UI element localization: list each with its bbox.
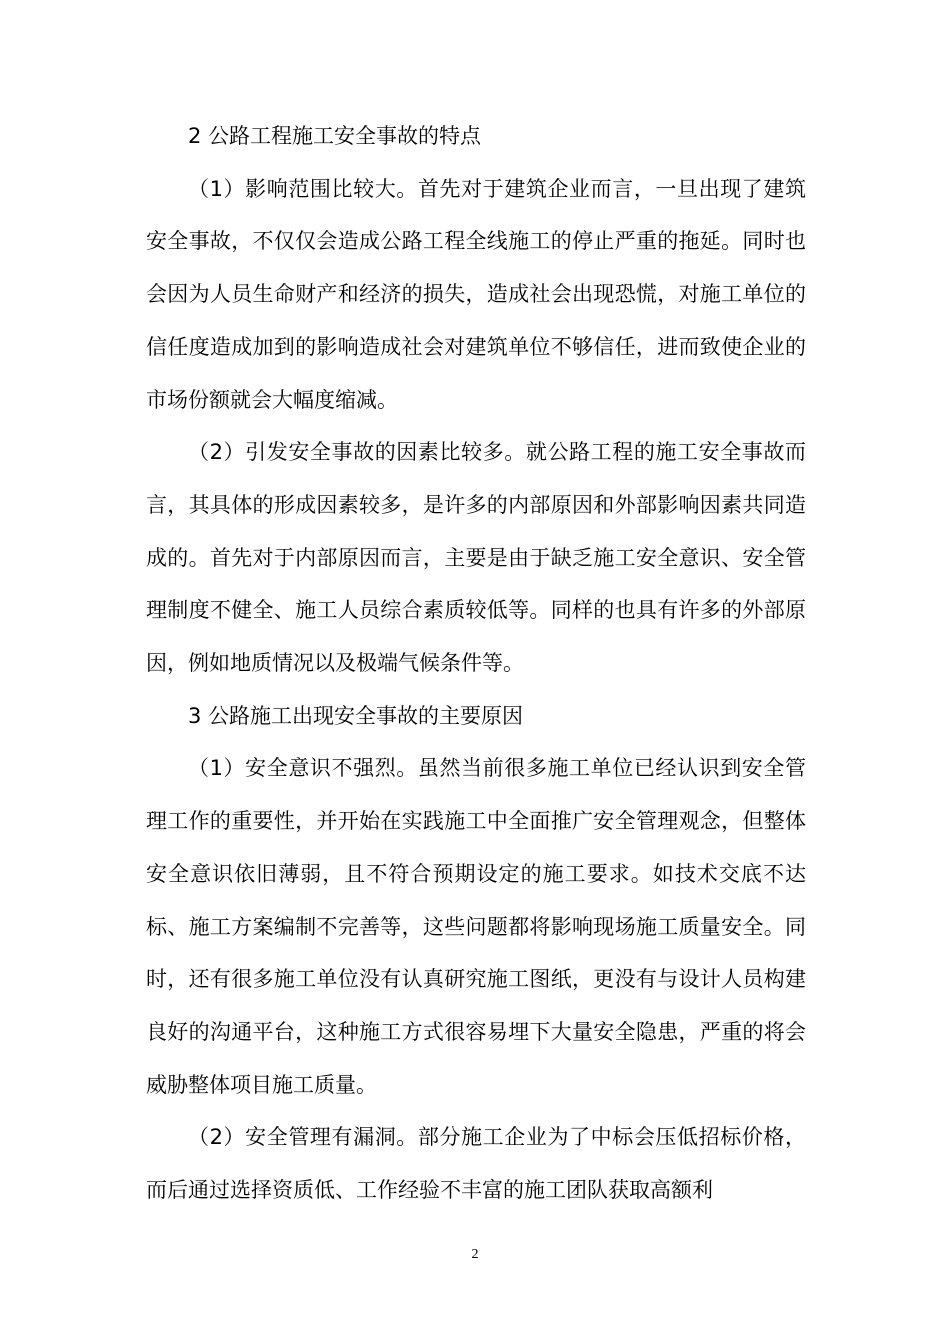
section-heading-2: 2 公路工程施工安全事故的特点	[188, 124, 482, 148]
paragraph-accident-factors: （2）引发安全事故的因素比较多。就公路工程的施工安全事故而言，其具体的形成因素较多，是许多的内部原因和外部影响因素共同造成的。首先对于内部原因而言，主要是由于缺乏施工安全意识、安全管理制度不健全、施工人员综合素质较低等。同样的也具有许多的外部原因，例如地质情况以及极端气候条件等。	[146, 440, 806, 676]
paragraph-safety-awareness: （1）安全意识不强烈。虽然当前很多施工单位已经认识到安全管理工作的重要性，并开始在实践施工中全面推广安全管理观念，但整体安全意识依旧薄弱，且不符合预期设定的施工要求。如技术交底不达标、施工方案编制不完善等，这些问题都将影响现场施工质量安全。同时，还有很多施工单位没有认真研究施工图纸，更没有与设计人员构建良好的沟通平台，这种施工方式很容易埋下大量安全隐患，严重的将会威胁整体项目施工质量。	[146, 756, 806, 1097]
paragraph-management-loopholes: （2）安全管理有漏洞。部分施工企业为了中标会压低招标价格，而后通过选择资质低、工作经验不丰富的施工团队获取高额利	[146, 1125, 806, 1203]
page-number: 2	[471, 1247, 479, 1262]
page-body	[146, 110, 806, 1217]
paragraph-impact-scope: （1）影响范围比较大。首先对于建筑企业而言，一旦出现了建筑安全事故，不仅仅会造成公路工程全线施工的停止严重的拖延。同时也会因为人员生命财产和经济的损失，造成社会出现恐慌，对施工单位的信任度造成加到的影响造成社会对建筑单位不够信任，进而致使企业的市场份额就会大幅度缩减。	[146, 176, 806, 412]
section-heading-3: 3 公路施工出现安全事故的主要原因	[188, 703, 524, 728]
